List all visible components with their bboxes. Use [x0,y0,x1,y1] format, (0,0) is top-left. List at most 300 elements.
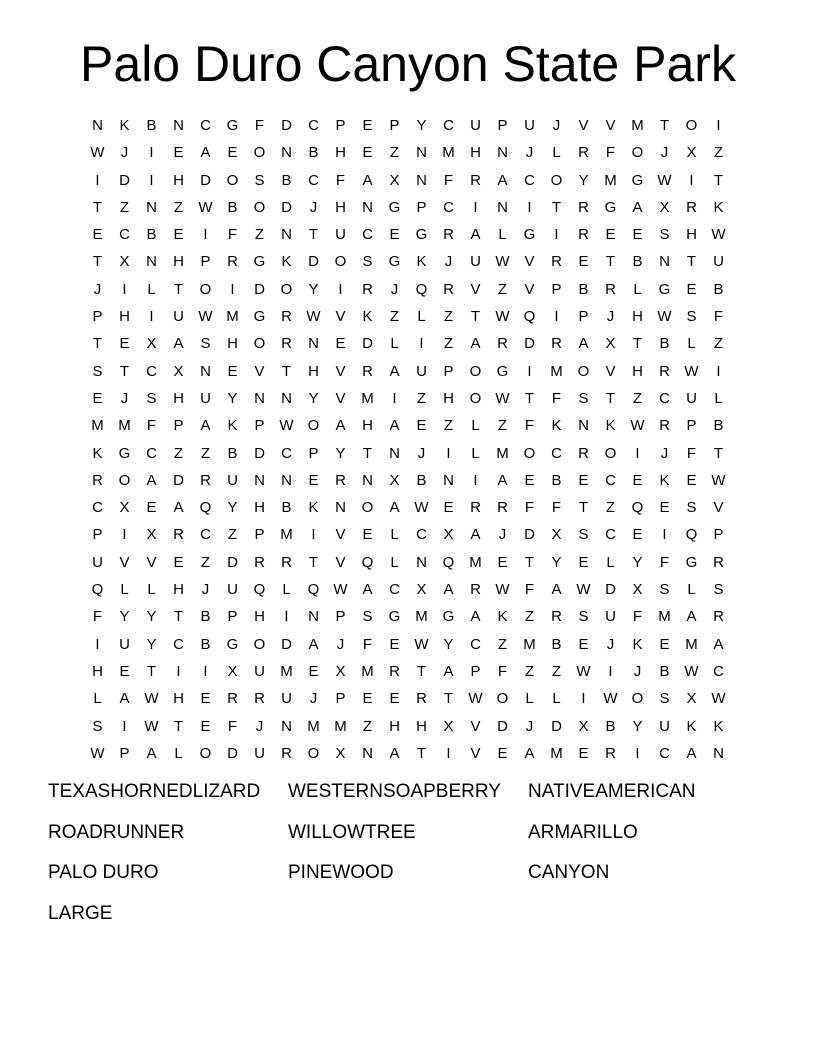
grid-letter: J [120,389,129,407]
grid-letter: Y [308,389,319,407]
grid-letter: T [605,389,616,407]
grid-letter: E [497,744,508,762]
grid-letter: G [388,198,401,216]
grid-letter: N [200,362,211,380]
grid-letter: N [362,471,373,489]
grid-letter: F [524,581,535,599]
grid-letter: H [92,662,103,680]
grid-letter: D [200,171,211,189]
grid-letter: L [552,690,561,708]
grid-letter: M [496,444,509,462]
grid-letter: N [443,471,454,489]
grid-letter: S [686,499,697,517]
grid-letter: D [551,717,562,735]
grid-letter: N [659,253,670,271]
grid-letter: R [254,553,265,571]
grid-letter: T [119,362,130,380]
grid-letter: Z [389,308,400,326]
grid-letter: S [146,389,157,407]
grid-letter: V [254,362,265,380]
grid-letter: D [254,444,265,462]
grid-letter: G [442,608,455,626]
grid-letter: T [686,253,697,271]
grid-letter: K [713,198,724,216]
grid-letter: U [470,117,481,134]
grid-letter: R [470,499,481,517]
grid-letter: R [362,362,373,380]
grid-letter: R [497,499,508,517]
grid-letter: B [146,117,157,134]
grid-letter: W [657,171,672,189]
grid-letter: E [119,335,130,353]
grid-letter: E [362,690,373,708]
grid-letter: V [713,499,724,517]
grid-letter: Q [253,581,266,599]
grid-letter: O [523,444,536,462]
grid-letter: L [147,280,156,298]
grid-letter: L [282,581,291,599]
grid-letter: P [443,362,454,380]
grid-letter: Z [362,717,373,735]
grid-letter: C [443,117,454,134]
grid-letter: T [524,389,535,407]
grid-letter: H [335,144,346,162]
grid-letter: O [631,144,644,162]
grid-letter: V [605,362,616,380]
grid-letter: X [443,717,454,735]
grid-letter: C [173,635,184,653]
grid-letter: F [254,117,265,134]
grid-letter: C [200,117,211,134]
grid-letter: A [200,417,211,435]
grid-letter: Z [497,635,508,653]
grid-letter: Z [200,553,211,571]
grid-letter: B [605,717,616,735]
grid-letter: M [280,662,293,680]
grid-letter: E [335,335,346,353]
grid-letter: K [632,635,643,653]
word-list-item: CANYON [528,862,610,884]
grid-letter: O [685,117,698,134]
grid-letter: W [711,226,726,244]
grid-letter: N [146,253,157,271]
grid-letter: A [497,471,508,489]
grid-letter: I [527,362,532,380]
grid-letter: X [605,335,616,353]
grid-letter: R [200,471,211,489]
grid-letter: F [551,499,562,517]
grid-letter: S [686,308,697,326]
grid-letter: K [92,444,103,462]
grid-letter: R [227,690,238,708]
grid-letter: O [361,499,374,517]
grid-letter: D [362,335,373,353]
grid-letter: C [659,744,670,762]
grid-letter: H [443,389,454,407]
grid-letter: L [471,444,480,462]
grid-letter: R [173,526,184,544]
grid-letter: S [92,362,103,380]
grid-letter: C [416,526,427,544]
grid-letter: E [632,526,643,544]
grid-letter: S [92,717,103,735]
grid-letter: P [92,526,103,544]
grid-letter: R [551,608,562,626]
grid-letter: N [335,499,346,517]
grid-letter: H [389,717,400,735]
grid-letter: B [281,499,292,517]
grid-letter: L [120,581,129,599]
grid-letter: K [308,499,319,517]
grid-letter: M [415,608,428,626]
grid-letter: Q [415,280,428,298]
grid-letter: O [199,280,212,298]
grid-letter: P [254,417,265,435]
grid-letter: N [362,744,373,762]
grid-letter: W [495,581,510,599]
grid-letter: Y [227,499,238,517]
grid-letter: S [362,253,373,271]
grid-letter: Z [416,389,427,407]
grid-letter: C [605,526,616,544]
grid-letter: H [227,335,238,353]
grid-letter: I [446,744,451,762]
grid-letter: T [173,717,184,735]
grid-letter: Y [443,635,454,653]
grid-letter: N [389,444,400,462]
grid-letter: T [308,553,319,571]
grid-letter: T [416,744,427,762]
grid-letter: H [686,226,697,244]
grid-letter: T [173,608,184,626]
grid-letter: I [338,280,343,298]
grid-letter: N [308,335,319,353]
grid-letter: Z [551,662,562,680]
grid-letter: O [226,171,239,189]
grid-letter: F [227,226,238,244]
grid-letter: I [554,226,559,244]
word-list-item: LARGE [48,903,113,925]
grid-letter: T [713,171,724,189]
grid-letter: R [281,553,292,571]
grid-letter: X [686,144,697,162]
grid-letter: U [605,608,616,626]
grid-letter: X [227,662,238,680]
grid-letter: X [119,253,130,271]
grid-letter: Q [307,581,320,599]
grid-letter: B [578,280,589,298]
grid-letter: T [659,117,670,134]
grid-letter: P [713,526,724,544]
grid-letter: D [524,335,535,353]
grid-letter: M [91,417,104,435]
grid-letter: Z [632,389,643,407]
grid-letter: I [203,226,208,244]
word-list [48,778,768,941]
grid-letter: O [307,744,320,762]
grid-letter: N [362,198,373,216]
grid-letter: N [713,744,724,762]
grid-letter: A [470,608,481,626]
grid-letter: X [632,581,643,599]
grid-letter: H [254,608,265,626]
grid-letter: X [389,471,400,489]
grid-letter: P [578,308,589,326]
grid-letter: A [146,744,157,762]
grid-letter: D [227,744,238,762]
grid-letter: P [416,198,427,216]
grid-letter: T [632,335,643,353]
word-list-item: ROADRUNNER [48,821,185,843]
grid-letter: A [308,635,319,653]
grid-letter: U [200,389,211,407]
grid-letter: T [578,499,589,517]
grid-letter: T [713,444,724,462]
grid-letter: A [173,335,184,353]
grid-letter: N [254,471,265,489]
grid-letter: F [605,144,616,162]
grid-letter: W [711,471,726,489]
grid-letter: V [524,280,535,298]
grid-letter: A [632,198,643,216]
grid-letter: W [576,662,591,680]
grid-letter: N [416,144,427,162]
grid-letter: T [173,280,184,298]
grid-letter: E [632,226,643,244]
grid-letter: N [281,226,292,244]
grid-letter: J [417,444,426,462]
grid-letter: Y [335,444,346,462]
grid-letter: K [605,417,616,435]
grid-letter: E [146,499,157,517]
grid-letter: I [122,717,127,735]
grid-letter: H [173,253,184,271]
grid-letter: I [581,690,586,708]
grid-letter: R [389,662,400,680]
grid-letter: T [146,662,157,680]
grid-letter: A [470,226,481,244]
grid-letter: S [254,171,265,189]
grid-letter: H [173,581,184,599]
grid-letter: W [630,417,645,435]
grid-letter: U [254,662,265,680]
grid-letter: U [227,581,238,599]
grid-letter: I [311,526,316,544]
grid-letter: J [93,280,102,298]
grid-letter: X [389,171,400,189]
grid-letter: C [551,444,562,462]
grid-letter: G [388,253,401,271]
grid-letter: O [604,444,617,462]
grid-letter: J [552,117,561,134]
grid-letter: L [687,335,696,353]
grid-letter: T [281,362,292,380]
grid-letter: B [281,171,292,189]
grid-letter: E [173,553,184,571]
grid-letter: I [608,662,613,680]
grid-letter: A [713,635,724,653]
grid-letter: C [119,226,130,244]
grid-letter: U [659,717,670,735]
grid-letter: B [551,635,562,653]
grid-letter: M [469,553,482,571]
grid-letter: H [632,308,643,326]
grid-letter: Q [361,553,374,571]
grid-letter: S [713,581,724,599]
page-title: Palo Duro Canyon State Park [80,36,736,92]
grid-letter: Y [308,280,319,298]
grid-letter: J [660,144,669,162]
grid-letter: Z [443,417,454,435]
grid-letter: R [416,690,427,708]
word-list-item: TEXASHORNEDLIZARD [48,781,261,802]
grid-letter: Q [631,499,644,517]
grid-letter: B [308,144,319,162]
grid-letter: A [362,581,373,599]
grid-letter: F [497,662,508,680]
grid-letter: R [713,608,724,626]
grid-letter: W [684,362,699,380]
grid-letter: U [173,308,184,326]
grid-letter: P [335,608,346,626]
grid-letter: N [92,117,103,134]
grid-letter: W [90,144,105,162]
grid-letter: D [497,717,508,735]
grid-letter: C [92,499,103,517]
grid-letter: W [144,717,159,735]
grid-letter: B [632,253,643,271]
grid-letter: F [551,389,562,407]
grid-letter: J [606,308,615,326]
grid-letter: C [362,226,373,244]
grid-letter: T [92,253,103,271]
grid-letter: I [122,280,127,298]
grid-letter: J [120,144,129,162]
grid-letter: R [686,198,697,216]
grid-letter: R [659,362,670,380]
grid-letter: L [552,144,561,162]
grid-letter: Y [551,553,562,571]
grid-letter: X [119,499,130,517]
grid-letter: N [308,608,319,626]
grid-letter: V [524,253,535,271]
grid-letter: K [362,308,373,326]
grid-letter: R [659,417,670,435]
grid-letter: M [658,608,671,626]
grid-letter: B [200,608,211,626]
grid-letter: I [554,308,559,326]
grid-letter: F [713,308,724,326]
grid-letter: I [95,635,100,653]
grid-letter: F [524,417,535,435]
grid-letter: C [659,389,670,407]
grid-letter: C [200,526,211,544]
grid-letter: A [470,335,481,353]
grid-letter: Y [632,553,643,571]
grid-letter: A [443,662,454,680]
grid-letter: A [362,171,373,189]
grid-letter: E [632,471,643,489]
grid-letter: Z [443,335,454,353]
grid-letter: H [632,362,643,380]
grid-letter: D [173,471,184,489]
grid-letter: M [361,662,374,680]
grid-letter: Q [442,553,455,571]
grid-letter: O [253,635,266,653]
grid-letter: I [122,526,127,544]
grid-letter: A [524,744,535,762]
grid-letter: Z [173,444,184,462]
grid-letter: S [362,608,373,626]
grid-letter: R [470,581,481,599]
grid-letter: W [711,690,726,708]
grid-letter: N [146,198,157,216]
grid-letter: L [498,226,507,244]
grid-letter: P [551,280,562,298]
grid-letter: M [550,744,563,762]
grid-letter: J [660,444,669,462]
grid-letter: J [633,662,642,680]
grid-letter: E [173,226,184,244]
grid-letter: R [362,280,373,298]
grid-letter: M [442,144,455,162]
grid-letter: O [577,362,590,380]
grid-letter: W [198,198,213,216]
grid-letter: X [443,526,454,544]
grid-letter: Z [200,444,211,462]
grid-letter: V [119,553,130,571]
grid-letter: A [551,581,562,599]
grid-letter: X [146,335,157,353]
grid-letter: G [631,171,644,189]
grid-letter: P [254,526,265,544]
grid-letter: P [335,117,346,134]
grid-letter: Y [578,171,589,189]
grid-letter: I [149,144,154,162]
grid-letter: N [416,553,427,571]
grid-letter: X [335,744,346,762]
grid-letter: S [659,690,670,708]
grid-letter: X [335,662,346,680]
grid-letter: G [415,226,428,244]
grid-letter: T [443,690,454,708]
grid-letter: R [281,335,292,353]
grid-letter: P [173,417,184,435]
grid-letter: Y [119,608,130,626]
grid-letter: U [524,117,535,134]
grid-letter: S [578,526,589,544]
grid-letter: Z [497,280,508,298]
grid-letter: W [468,690,483,708]
grid-letter: M [334,717,347,735]
grid-letter: I [95,171,100,189]
grid-letter: C [308,117,319,134]
grid-letter: G [685,553,698,571]
grid-letter: A [146,471,157,489]
grid-letter: S [659,581,670,599]
grid-letter: C [524,171,535,189]
grid-letter: G [523,226,536,244]
grid-letter: G [226,117,239,134]
grid-letter: Z [389,144,400,162]
grid-letter: L [390,526,399,544]
grid-letter: E [389,690,400,708]
grid-letter: W [603,690,618,708]
grid-letter: V [335,308,346,326]
grid-letter: R [443,226,454,244]
grid-letter: L [147,581,156,599]
grid-letter: Z [119,198,130,216]
